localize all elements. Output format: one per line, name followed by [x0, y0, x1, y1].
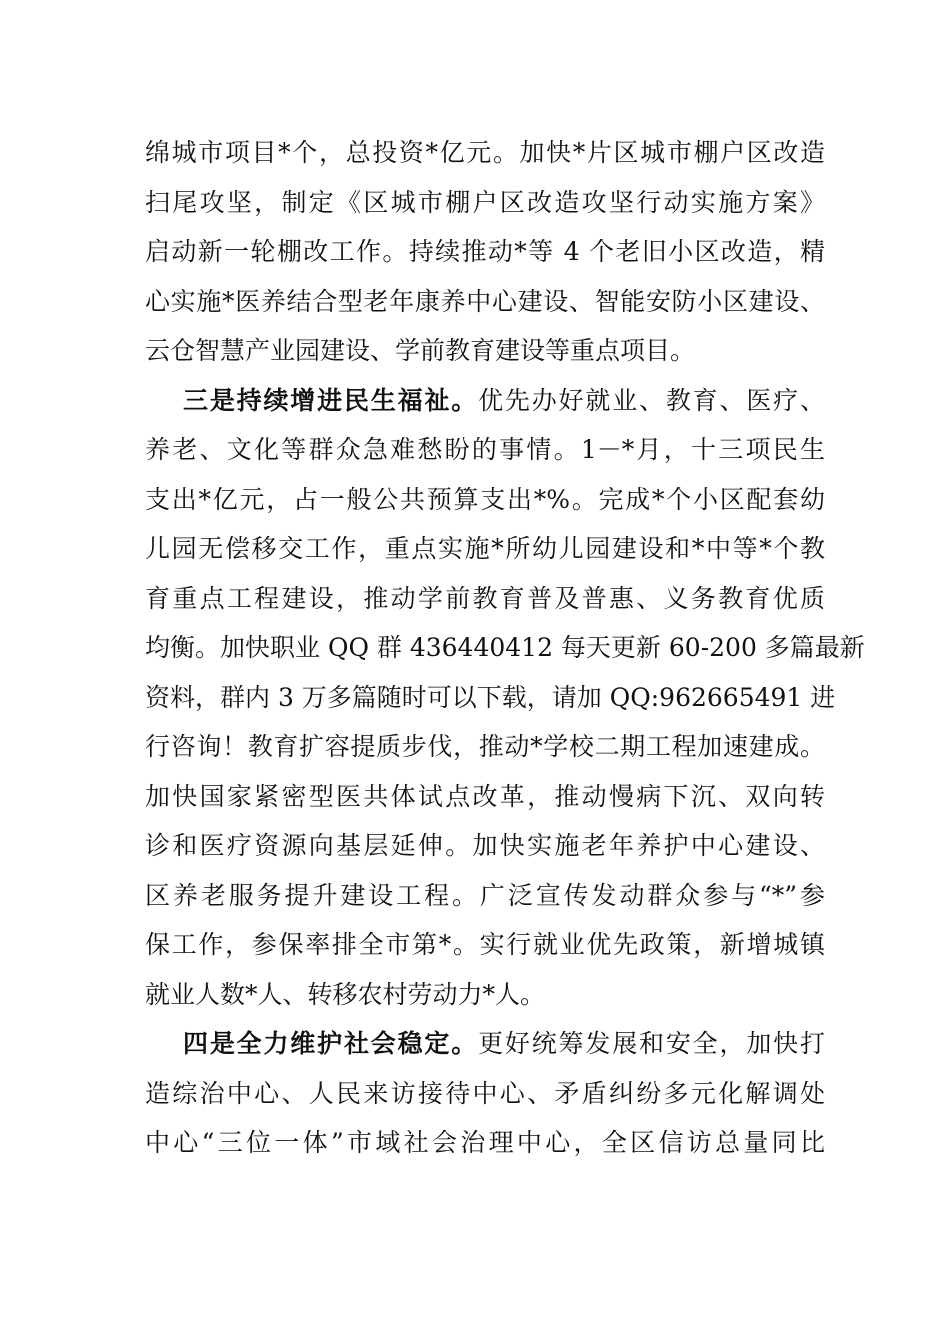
paragraph-2-heading: 三是持续增进民生福祉。 [183, 385, 479, 415]
paragraph-2-line-7: 资料，群内 3 万多篇随时可以下载，请加 QQ:962665491 进 [145, 682, 836, 712]
paragraph-2-line-12: 保工作，参保率排全市第*。实行就业优先政策，新增城镇 [145, 930, 825, 959]
paragraph-3-line-1-text: 更好统筹发展和安全，加快打 [478, 1029, 825, 1058]
paragraph-2-line-13: 就业人数*人、转移农村劳动力*人。 [145, 979, 546, 1009]
paragraph-2-line-9: 加快国家紧密型医共体试点改革，推动慢病下沉、双向转 [145, 781, 825, 811]
paragraph-2-line-2: 养老、文化等群众急难愁盼的事情。1－*月，十三项民生 [145, 435, 825, 464]
paragraph-2-line-1-text: 优先办好就业、教育、医疗、 [478, 385, 825, 415]
paragraph-1-line-4: 心实施*医养结合型老年康养中心建设、智能安防小区建设、 [145, 286, 825, 316]
paragraph-3-line-2: 造综治中心、人民来访接待中心、矛盾纠纷多元化解调处 [145, 1078, 825, 1108]
paragraph-1-line-2: 扫尾攻坚，制定《区城市棚户区改造攻坚行动实施方案》 [145, 187, 825, 217]
paragraph-3-line-1 [145, 1019, 825, 1069]
paragraph-2-line-8: 行咨询！教育扩容提质步伐，推动*学校二期工程加速建成。 [145, 732, 825, 761]
paragraph-1-line-5: 云仓智慧产业园建设、学前教育建设等重点项目。 [145, 336, 696, 365]
paragraph-1-line-3: 启动新一轮棚改工作。持续推动*等 4 个老旧小区改造，精 [145, 237, 825, 266]
paragraph-2-line-6: 均衡。加快职业 QQ 群 436440412 每天更新 60-200 多篇最新 [145, 633, 865, 662]
paragraph-2-line-10: 诊和医疗资源向基层延伸。加快实施老年养护中心建设、 [145, 831, 825, 860]
paragraph-2-line-3: 支出*亿元，占一般公共预算支出*%。完成*个小区配套幼 [145, 484, 825, 514]
paragraph-2-line-4: 儿园无偿移交工作，重点实施*所幼儿园建设和*中等*个教 [145, 534, 825, 563]
paragraph-1-line-1: 绵城市项目*个，总投资*亿元。加快*片区城市棚户区改造 [145, 138, 825, 167]
paragraph-3-heading: 四是全力维护社会稳定。 [183, 1029, 479, 1058]
paragraph-2-line-5: 育重点工程建设，推动学前教育普及普惠、义务教育优质 [145, 583, 825, 613]
document-body [145, 128, 865, 1168]
paragraph-3-line-3: 中心“三位一体”市域社会治理中心，全区信访总量同比 [145, 1128, 825, 1157]
paragraph-2-line-11: 区养老服务提升建设工程。广泛宣传发动群众参与“*”参 [145, 880, 825, 910]
paragraph-2-line-1 [145, 376, 825, 426]
